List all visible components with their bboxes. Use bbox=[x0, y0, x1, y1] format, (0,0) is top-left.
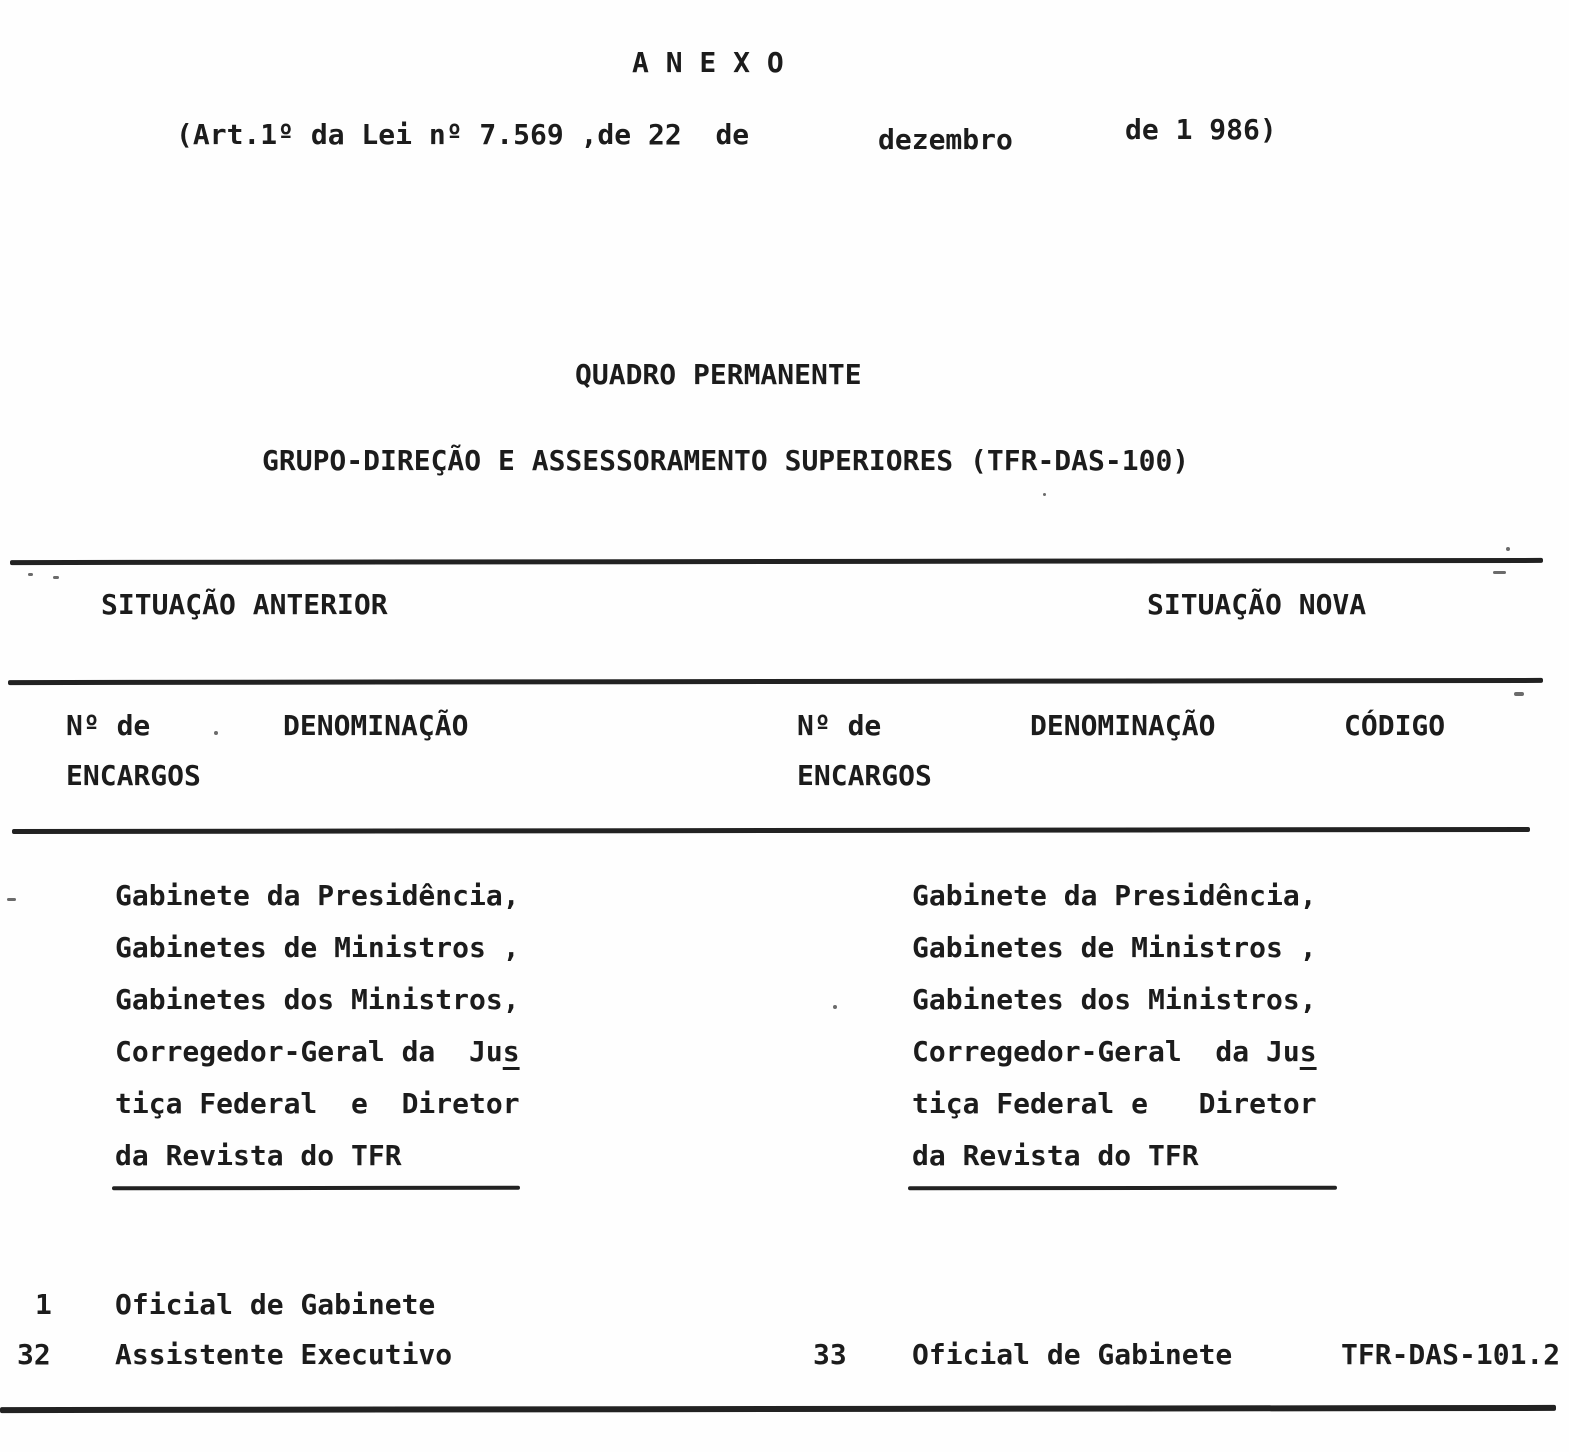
unit-prev-line4 bbox=[115, 1035, 520, 1068]
row-prev-1-num: 1 bbox=[35, 1288, 52, 1321]
unit-prev-line5: tiça Federal e Diretor bbox=[115, 1087, 520, 1120]
table-top-rule bbox=[10, 558, 1543, 565]
unit-prev-line4-hyphenated: s bbox=[502, 1035, 520, 1068]
unit-new-line3: Gabinetes dos Ministros, bbox=[912, 983, 1317, 1016]
unit-new-underline-rule bbox=[908, 1186, 1337, 1191]
section-situacao-anterior: SITUAÇÃO ANTERIOR bbox=[101, 588, 388, 621]
unit-new-line5: tiça Federal e Diretor bbox=[912, 1087, 1317, 1120]
scan-speck bbox=[214, 731, 218, 735]
law-reference-part2: dezembro bbox=[878, 123, 1013, 156]
unit-prev-line6: da Revista do TFR bbox=[115, 1139, 402, 1172]
header-prev-denominacao: DENOMINAÇÃO bbox=[283, 709, 469, 742]
header-prev-num-encargos-line1: Nº de bbox=[66, 709, 151, 742]
law-reference-part3: de 1 986) bbox=[1125, 113, 1277, 146]
scan-speck bbox=[1043, 493, 1046, 496]
row-new-1-num: 33 bbox=[813, 1338, 847, 1371]
unit-prev-line2: Gabinetes de Ministros , bbox=[115, 931, 520, 964]
scan-speck bbox=[1506, 547, 1510, 551]
unit-new-line4-prefix: Corregedor-Geral da Ju bbox=[912, 1035, 1300, 1068]
row-prev-2-num: 32 bbox=[17, 1338, 51, 1371]
scan-speck bbox=[53, 576, 59, 579]
header-new-num-encargos-line2: ENCARGOS bbox=[797, 759, 932, 792]
unit-prev-underline-rule bbox=[112, 1186, 520, 1191]
header-prev-num-encargos-line2: ENCARGOS bbox=[66, 759, 201, 792]
unit-new-line4-hyphenated: s bbox=[1299, 1035, 1317, 1068]
unit-new-line2: Gabinetes de Ministros , bbox=[912, 931, 1317, 964]
unit-new-line1: Gabinete da Presidência, bbox=[912, 879, 1317, 912]
scan-speck bbox=[1493, 571, 1506, 574]
scan-speck bbox=[28, 573, 33, 576]
heading-quadro-permanente: QUADRO PERMANENTE bbox=[575, 358, 862, 391]
header-new-num-encargos-line1: Nº de bbox=[797, 709, 882, 742]
scan-speck bbox=[1514, 692, 1524, 696]
header-new-codigo: CÓDIGO bbox=[1344, 709, 1446, 742]
scan-speck bbox=[7, 898, 16, 901]
table-header-bottom-rule bbox=[12, 827, 1530, 834]
page-title: A N E X O bbox=[632, 46, 784, 79]
header-new-denominacao: DENOMINAÇÃO bbox=[1030, 709, 1216, 742]
row-new-1-codigo: TFR-DAS-101.2 bbox=[1341, 1338, 1561, 1371]
unit-new-line4 bbox=[912, 1035, 1317, 1068]
law-reference-part1: (Art.1º da Lei nº 7.569 ,de 22 de bbox=[176, 118, 750, 151]
row-prev-1-denominacao: Oficial de Gabinete bbox=[115, 1288, 436, 1321]
unit-new-line6: da Revista do TFR bbox=[912, 1139, 1199, 1172]
table-header-top-rule bbox=[8, 678, 1543, 685]
heading-grupo-direcao: GRUPO-DIREÇÃO E ASSESSORAMENTO SUPERIORES (TFR-DAS-100) bbox=[262, 444, 1190, 477]
unit-prev-line1: Gabinete da Presidência, bbox=[115, 879, 520, 912]
row-new-1-denominacao: Oficial de Gabinete bbox=[912, 1338, 1233, 1371]
row-prev-2-denominacao: Assistente Executivo bbox=[115, 1338, 453, 1371]
unit-prev-line3: Gabinetes dos Ministros, bbox=[115, 983, 520, 1016]
unit-prev-line4-prefix: Corregedor-Geral da Ju bbox=[115, 1035, 503, 1068]
scan-speck bbox=[833, 1005, 837, 1009]
table-bottom-rule bbox=[0, 1405, 1556, 1413]
section-situacao-nova: SITUAÇÃO NOVA bbox=[1147, 588, 1367, 621]
